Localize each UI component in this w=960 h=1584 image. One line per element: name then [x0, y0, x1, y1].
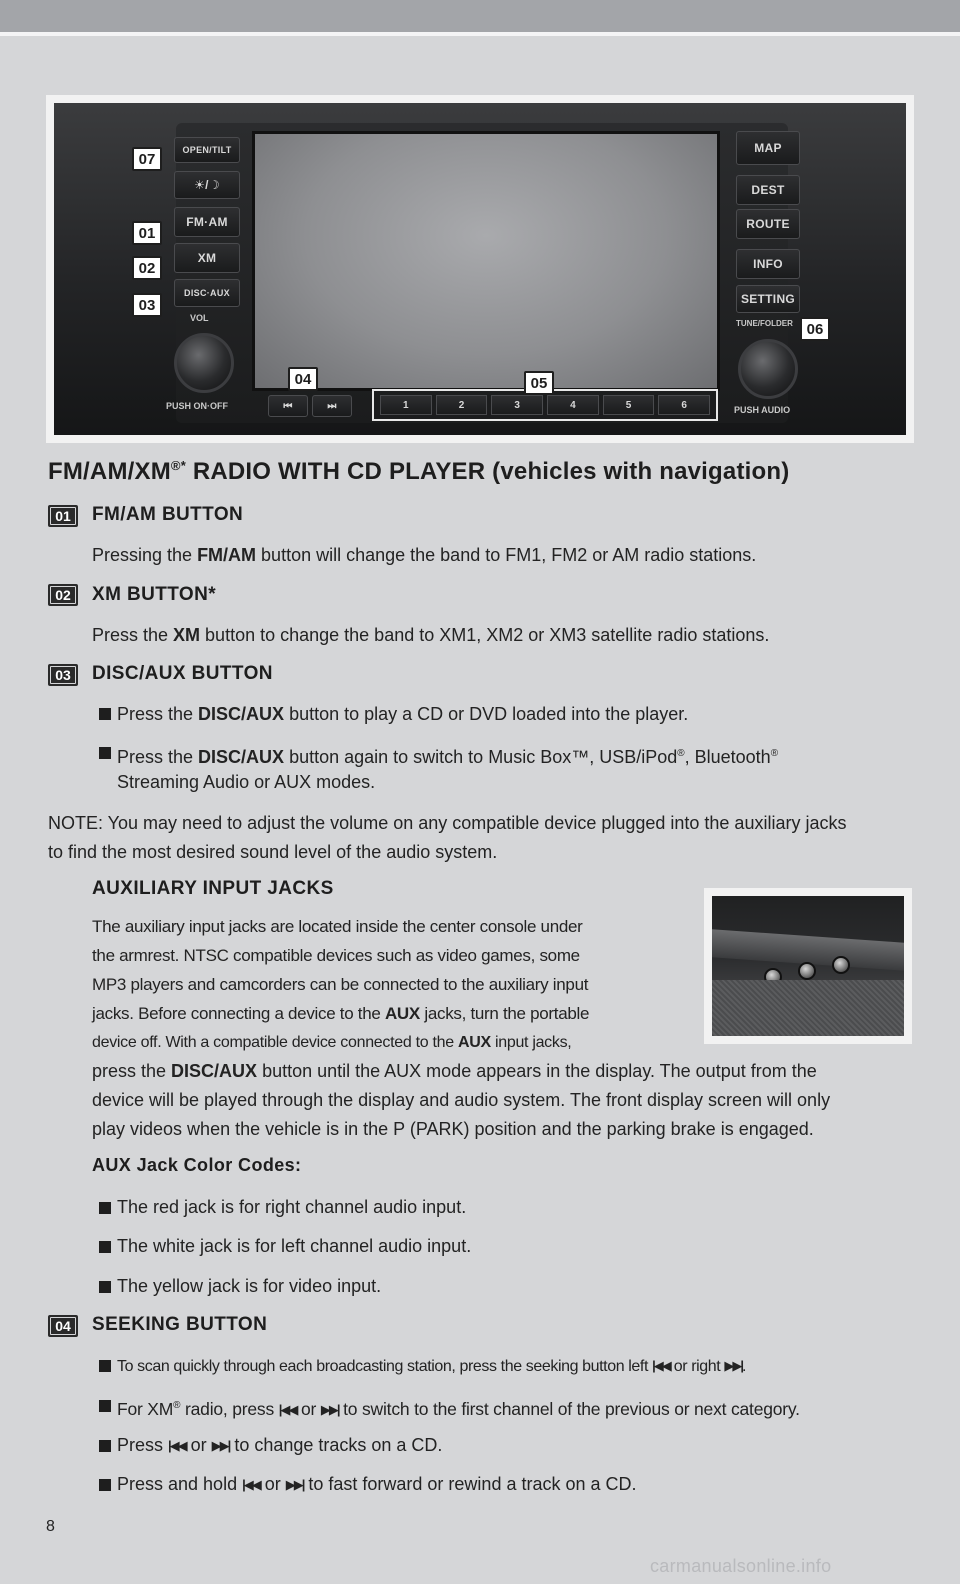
seek-right-button: ⏭	[312, 395, 352, 417]
aux-l4-bold: AUX	[384, 1004, 420, 1023]
section-badge-04: 04	[48, 1315, 78, 1337]
section-badge-03: 03	[48, 664, 78, 686]
section-badge-02: 02	[48, 584, 78, 606]
xm-button: XM	[174, 243, 240, 273]
disc-aux-bullet-2-line2: Streaming Audio or AUX modes.	[117, 772, 376, 792]
disc-aux-bullet-1	[117, 700, 688, 729]
bullet-square	[99, 708, 111, 720]
seek-next-icon: ▶▶|	[211, 1438, 230, 1453]
seek-bullet-4	[117, 1470, 637, 1499]
note-line-2: to find the most desired sound level of the audio system.	[48, 842, 498, 862]
page-title	[48, 458, 789, 486]
seek-b2-pre: For XM	[117, 1398, 174, 1419]
aux-l4-post: jacks, turn the portable	[419, 1004, 590, 1023]
preset-button-6: 6	[658, 395, 710, 415]
header-rule	[0, 32, 960, 36]
map-button: MAP	[736, 131, 800, 165]
bullet-square	[99, 1440, 111, 1452]
disc-aux-b1-pre: Press the	[117, 704, 199, 724]
callout-04: 04	[288, 367, 318, 391]
seek-b3-post: to change tracks on a CD.	[229, 1435, 443, 1455]
disc-aux-b2-pre: Press the	[117, 747, 199, 767]
open-tilt-button: OPEN/TILT	[174, 137, 240, 163]
callout-01: 01	[132, 221, 162, 245]
section-heading-01: FM/AM BUTTON	[92, 504, 244, 525]
disc-aux-b1-post: button to play a CD or DVD loaded into the player.	[284, 704, 689, 724]
fm-am-text-post: button will change the band to FM1, FM2 or AM radio stations.	[256, 545, 757, 565]
fm-am-button: FM·AM	[174, 207, 240, 237]
aux-l5-bold: AUX	[457, 1034, 491, 1051]
reg-mark: ®	[173, 1400, 181, 1411]
aux-l6-post: button until the AUX mode appears in the display. The output from the	[257, 1061, 817, 1081]
info-button: INFO	[736, 249, 800, 279]
seek-next-icon: ▶▶|	[285, 1477, 304, 1492]
aux-l5-post: input jacks,	[490, 1034, 572, 1051]
title-sup: ®*	[170, 458, 186, 473]
white-jack	[798, 962, 816, 980]
bullet-square	[99, 747, 111, 759]
section-heading-03: DISC/AUX BUTTON	[92, 663, 273, 684]
preset-button-3: 3	[491, 395, 543, 415]
title-rest: RADIO WITH CD PLAYER (vehicles with navigation)	[185, 458, 790, 485]
color-codes-heading: AUX Jack Color Codes:	[92, 1155, 302, 1175]
aux-line-1: The auxiliary input jacks are located inside the center console under	[92, 917, 583, 936]
aux-line-3: MP3 players and camcorders can be connected to the auxiliary input	[92, 975, 589, 994]
fm-am-description	[92, 541, 756, 570]
color-code-item: The red jack is for right channel audio input.	[117, 1197, 467, 1217]
aux-line-6	[92, 1057, 817, 1086]
seek-bullet-2	[117, 1391, 800, 1424]
bullet-square	[99, 1281, 111, 1293]
aux-jacks-image	[712, 896, 904, 1036]
fm-am-text-pre: Pressing the	[92, 545, 198, 565]
watermark[interactable]: carmanualsonline.info	[650, 1556, 832, 1576]
note-line-1: NOTE: You may need to adjust the volume on any compatible device plugged into the auxiliary jacks	[48, 813, 847, 833]
aux-l4-pre: jacks. Before connecting a device to the	[92, 1004, 385, 1023]
section-heading-04: SEEKING BUTTON	[92, 1314, 268, 1335]
aux-line-5	[92, 1028, 571, 1057]
preset-button-5: 5	[603, 395, 655, 415]
disc-aux-b1-bold: DISC/AUX	[198, 704, 285, 724]
aux-input-heading: AUXILIARY INPUT JACKS	[92, 878, 334, 899]
header-band	[0, 0, 960, 32]
seek-prev-icon: |◀◀	[242, 1477, 260, 1492]
tune-knob	[738, 339, 798, 399]
callout-02: 02	[132, 256, 162, 280]
aux-line-4	[92, 999, 589, 1028]
section-heading-02: XM BUTTON*	[92, 584, 216, 605]
aux-l6-pre: press the	[92, 1061, 172, 1081]
section-badge-01: 01	[48, 505, 78, 527]
seek-b2-post: to switch to the first channel of the previous or next category.	[338, 1398, 800, 1419]
xm-text-pre: Press the	[92, 625, 174, 645]
aux-jacks-photo	[704, 888, 912, 1044]
disc-aux-b2-post: button again to switch to Music Box™, USB/iPod	[284, 747, 678, 767]
bullet-square	[99, 1400, 111, 1412]
display-screen	[252, 131, 720, 391]
seek-b1-pre: To scan quickly through each broadcasting station, press the seeking button left	[117, 1358, 653, 1375]
seek-b1-post: .	[742, 1358, 747, 1375]
console-carpet	[712, 980, 904, 1036]
seek-bullet-1	[117, 1351, 746, 1381]
bullet-square	[99, 1360, 111, 1372]
aux-l5-pre: device off. With a compatible device connected to the	[92, 1034, 458, 1051]
callout-05: 05	[524, 371, 554, 395]
callout-03: 03	[132, 293, 162, 317]
seek-b2-or: or	[296, 1398, 321, 1419]
vol-label: VOL	[190, 313, 209, 323]
push-audio-label: PUSH AUDIO	[734, 405, 791, 415]
seek-b2-mid: radio, press	[180, 1398, 279, 1419]
dest-button: DEST	[736, 175, 800, 205]
seek-left-button: ⏮	[268, 395, 308, 417]
bullet-square	[99, 1479, 111, 1491]
volume-knob	[174, 333, 234, 393]
color-code-item: The white jack is for left channel audio input.	[117, 1236, 472, 1256]
yellow-jack	[832, 956, 850, 974]
seek-b4-pre: Press and hold	[117, 1474, 243, 1494]
seek-b3-or: or	[185, 1435, 212, 1455]
page-number: 8	[46, 1518, 55, 1535]
disc-aux-b2-bold: DISC/AUX	[198, 747, 285, 767]
callout-06: 06	[800, 317, 830, 341]
seek-next-icon: ▶▶|	[724, 1358, 743, 1373]
seek-b3-pre: Press	[117, 1435, 169, 1455]
title-main: FM/AM/XM	[48, 458, 171, 485]
aux-l6-bold: DISC/AUX	[171, 1061, 258, 1081]
callout-07: 07	[132, 147, 162, 171]
reg-mark: ®	[677, 748, 685, 759]
push-on-off-label: PUSH ON·OFF	[166, 401, 228, 411]
seek-b4-post: to fast forward or rewind a track on a CD.	[303, 1474, 637, 1494]
seek-buttons	[268, 395, 352, 417]
tune-folder-label: TUNE/FOLDER	[736, 319, 793, 328]
fm-am-text-bold: FM/AM	[197, 545, 257, 565]
route-button: ROUTE	[736, 209, 800, 239]
seek-prev-icon: |◀◀	[652, 1358, 670, 1373]
seek-b4-or: or	[259, 1474, 286, 1494]
xm-description	[92, 621, 769, 650]
color-code-item: The yellow jack is for video input.	[117, 1276, 382, 1296]
bullet-square	[99, 1241, 111, 1253]
seek-prev-icon: |◀◀	[168, 1438, 186, 1453]
bullet-square	[99, 1202, 111, 1214]
preset-button-1: 1	[380, 395, 432, 415]
preset-button-2: 2	[436, 395, 488, 415]
seek-prev-icon: |◀◀	[278, 1401, 297, 1417]
setting-button: SETTING	[736, 285, 800, 313]
head-unit-photo	[46, 95, 914, 443]
aux-line-7: device will be played through the display and audio system. The front display screen will only	[92, 1090, 831, 1110]
aux-line-8: play videos when the vehicle is in the P (PARK) position and the parking brake is engaged.	[92, 1119, 814, 1139]
brightness-button: ☀/☽	[174, 171, 240, 199]
xm-text-bold: XM	[173, 625, 201, 645]
seek-bullet-3	[117, 1431, 442, 1460]
disc-aux-button: DISC·AUX	[174, 279, 240, 307]
head-unit	[54, 103, 906, 435]
aux-line-2: the armrest. NTSC compatible devices such as video games, some	[92, 946, 580, 965]
seek-next-icon: ▶▶|	[320, 1401, 339, 1417]
reg-mark: ®	[770, 748, 779, 759]
seek-b1-mid: or right	[669, 1358, 725, 1375]
disc-aux-b2-mid: , Bluetooth	[684, 747, 771, 767]
preset-button-4: 4	[547, 395, 599, 415]
xm-text-post: button to change the band to XM1, XM2 or XM3 satellite radio stations.	[200, 625, 770, 645]
